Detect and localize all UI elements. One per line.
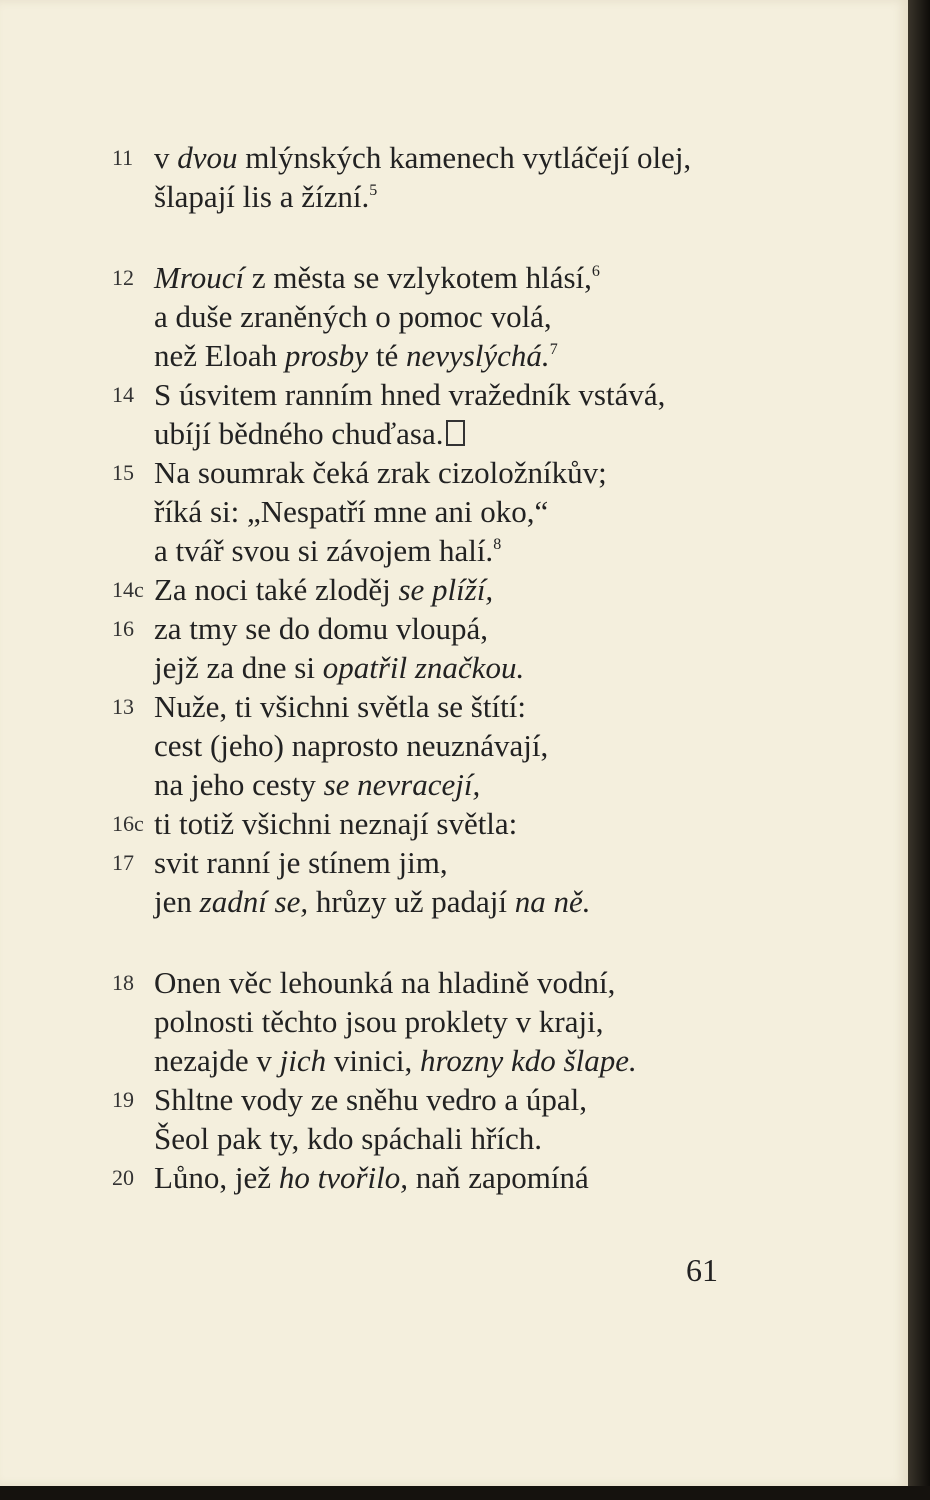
verse-line <box>112 177 812 216</box>
verse-number: 14c <box>112 577 144 602</box>
verse-number: 15 <box>112 460 134 485</box>
italic-text: dvou <box>177 140 238 175</box>
verse-line <box>112 726 812 765</box>
verse-line <box>112 1119 812 1158</box>
verse-number: 18 <box>112 970 134 995</box>
verse-text: Šeol pak ty, kdo spáchali hřích. <box>154 1121 542 1156</box>
verse-text: jen <box>154 884 200 919</box>
verse-text: a duše zraněných o pomoc volá, <box>154 299 552 334</box>
verse-line <box>112 1158 812 1197</box>
verse-number: 20 <box>112 1165 134 1190</box>
footnote-marker: 8 <box>493 536 502 553</box>
verse-text: šlapají lis a žízní. <box>154 179 370 214</box>
verse-text: na jeho cesty <box>154 767 324 802</box>
verse-text: Za noci také zloděj <box>154 572 399 607</box>
verse-line <box>112 453 812 492</box>
italic-text: prosby <box>284 338 369 373</box>
verse-text: Shltne vody ze sněhu vedro a úpal, <box>154 1082 588 1117</box>
omission-box-icon <box>446 420 465 446</box>
verse-text: Lůno, jež <box>154 1160 279 1195</box>
verse-line <box>112 531 812 570</box>
italic-text: opatřil značkou. <box>322 650 525 685</box>
footnote-marker: 5 <box>369 182 378 199</box>
verse-text: polnosti těchto jsou proklety v kraji, <box>154 1004 604 1039</box>
verse-number: 12 <box>112 265 134 290</box>
verse-line <box>112 492 812 531</box>
verse-number: 11 <box>112 145 134 170</box>
verse-line <box>112 1080 812 1119</box>
verse-text: S úsvitem ranním hned vražedník vstává, <box>154 377 666 412</box>
verse-block <box>112 138 812 1197</box>
verse-text: té <box>368 338 406 373</box>
verse-number: 14 <box>112 382 134 407</box>
italic-text: hrozny kdo šlape. <box>420 1043 637 1078</box>
italic-text: zadní se, <box>199 884 309 919</box>
verse-text: a tvář svou si závojem halí. <box>154 533 494 568</box>
verse-text: ubíjí bědného chuďasa. <box>154 416 444 451</box>
verse-text: nezajde v <box>154 1043 280 1078</box>
verse-line <box>112 258 812 297</box>
verse-line <box>112 297 812 336</box>
verse-text: za tmy se do domu vloupá, <box>154 611 489 646</box>
verse-text: Na soumrak čeká zrak cizoložníkův; <box>154 455 607 490</box>
italic-text: se nevracejí, <box>323 767 481 802</box>
verse-line <box>112 336 812 375</box>
verse-number: 16c <box>112 811 144 836</box>
page-bottom-edge <box>0 1486 930 1500</box>
verse-number: 17 <box>112 850 134 875</box>
verse-text: naň zapomíná <box>408 1160 589 1195</box>
italic-text: se plíží, <box>398 572 494 607</box>
book-spine-edge <box>908 0 930 1500</box>
footnote-marker: 6 <box>591 263 600 280</box>
verse-line <box>112 804 812 843</box>
footnote-marker: 7 <box>549 341 558 358</box>
verse-number: 13 <box>112 694 134 719</box>
verse-text: Nuže, ti všichni světla se štítí: <box>154 689 526 724</box>
italic-text: nevyslýchá. <box>405 338 550 373</box>
verse-line <box>112 570 812 609</box>
verse-text: cest (jeho) naprosto neuznávají, <box>154 728 549 763</box>
verse-text: než Eloah <box>154 338 285 373</box>
italic-text: jich <box>279 1043 327 1078</box>
verse-text: říká si: „Nespatří mne ani oko,“ <box>154 494 549 529</box>
verse-text: hrůzy už padají <box>308 884 515 919</box>
verse-line <box>112 882 812 921</box>
verse-line <box>112 963 812 1002</box>
verse-text: v <box>154 140 178 175</box>
verse-line <box>112 138 812 177</box>
verse-text: ti totiž všichni neznají světla: <box>154 806 518 841</box>
verse-line <box>112 648 812 687</box>
italic-text: Mroucí <box>154 260 245 295</box>
verse-text: jejž za dne si <box>154 650 323 685</box>
verse-text: svit ranní je stínem jim, <box>154 845 448 880</box>
verse-line <box>112 375 812 414</box>
verse-line <box>112 609 812 648</box>
verse-number: 16 <box>112 616 134 641</box>
verse-line <box>112 1002 812 1041</box>
verse-text: z města se vzlykotem hlásí, <box>244 260 592 295</box>
italic-text: ho tvořilo, <box>278 1160 408 1195</box>
verse-line <box>112 414 812 453</box>
italic-text: na ně. <box>514 884 591 919</box>
verse-text: Onen věc lehounká na hladině vodní, <box>154 965 616 1000</box>
verse-text: mlýnských kamenech vytláčejí olej, <box>237 140 692 175</box>
page-number: 61 <box>686 1252 718 1288</box>
verse-number: 19 <box>112 1087 134 1112</box>
verse-text: vinici, <box>326 1043 421 1078</box>
verse-line <box>112 1041 812 1080</box>
verse-line <box>112 765 812 804</box>
verse-line <box>112 843 812 882</box>
verse-line <box>112 687 812 726</box>
